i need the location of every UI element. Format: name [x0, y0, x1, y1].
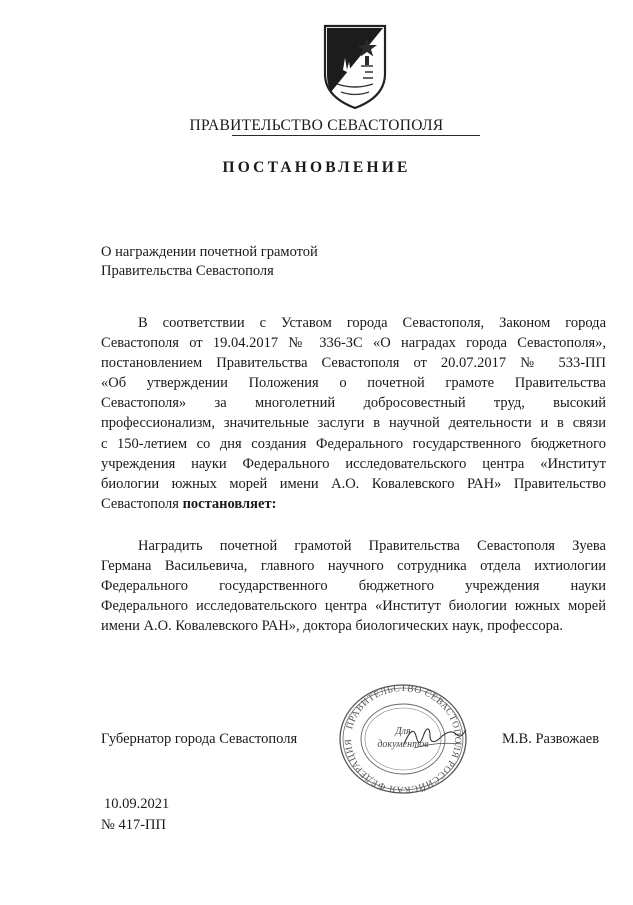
para1-line: с 150-летием со дня создания Федерального государственного бюджетного — [101, 435, 606, 452]
stamp-center-line-1: Для — [395, 726, 411, 737]
body-paragraph-2 — [101, 536, 606, 636]
decree-keyword: постановляет — [182, 495, 272, 512]
para2-line: Германа Васильевича, главного научного сотрудника отдела ихтиологии — [101, 558, 606, 575]
para2-line: Федерального исследовательского центра «Институт биологии южных морей — [101, 598, 606, 615]
org-name: ПРАВИТЕЛЬСТВО СЕВАСТОПОЛЯ — [189, 117, 444, 134]
para2-last-line: имени А.О. Ковалевского РАН», доктора биологических наук, профессора. — [101, 618, 563, 635]
stamp-ring-text: ПРАВИТЕЛЬСТВО СЕВАСТОПОЛЯ РОССИЙСКАЯ ФЕДЕРАЦИЯ — [343, 683, 463, 795]
para1-line: профессионализм, значительные заслуги в научной деятельности и в связи — [101, 415, 606, 432]
subject-line-2: Правительства Севастополя — [101, 263, 274, 279]
para1-last-prefix: Севастополя — [101, 495, 179, 512]
document-subject — [101, 243, 501, 281]
para1-line: «Об утверждении Положения о почетной грамоте Правительства — [101, 375, 606, 392]
signer-title: Губернатор города Севастополя — [101, 731, 298, 747]
para1-line: Севастополя» за многолетний добросовестный труд, высокий — [101, 395, 606, 412]
signer-name: М.В. Развожаев — [502, 731, 600, 747]
handwritten-signature — [400, 722, 470, 752]
header-divider — [232, 135, 480, 136]
para1-line: постановлением Правительства Севастополя от 20.07.2017 № 533-ПП — [101, 355, 606, 372]
body-paragraph-1 — [101, 313, 606, 514]
document-number: № 417-ПП — [101, 817, 166, 833]
para1-line: биологии южных морей имени А.О. Ковалевского РАН» Правительство — [101, 475, 606, 492]
para1-line: Севастополя от 19.04.2017 № 336-ЗС «О наградах города Севастополя», — [101, 335, 606, 352]
para1-line: учреждения науки Федерального исследовательского центра «Институт — [101, 455, 606, 472]
para1-line: В соответствии с Уставом города Севастополя, Законом города — [138, 315, 606, 331]
para2-line: Наградить почетной грамотой Правительства Севастополя Зуева — [138, 538, 606, 554]
para2-line: Федерального государственного бюджетного учреждения науки — [101, 578, 606, 595]
subject-line-1: О награждении почетной грамотой — [101, 244, 318, 260]
document-date: 10.09.2021 — [104, 796, 170, 812]
para1-last-suffix: : — [271, 495, 277, 512]
sevastopol-coat-of-arms-icon — [321, 22, 389, 110]
document-title: ПОСТАНОВЛЕНИЕ — [222, 159, 411, 176]
para1-last-line — [101, 494, 606, 514]
stamp-center-line-2: документов — [377, 739, 429, 750]
